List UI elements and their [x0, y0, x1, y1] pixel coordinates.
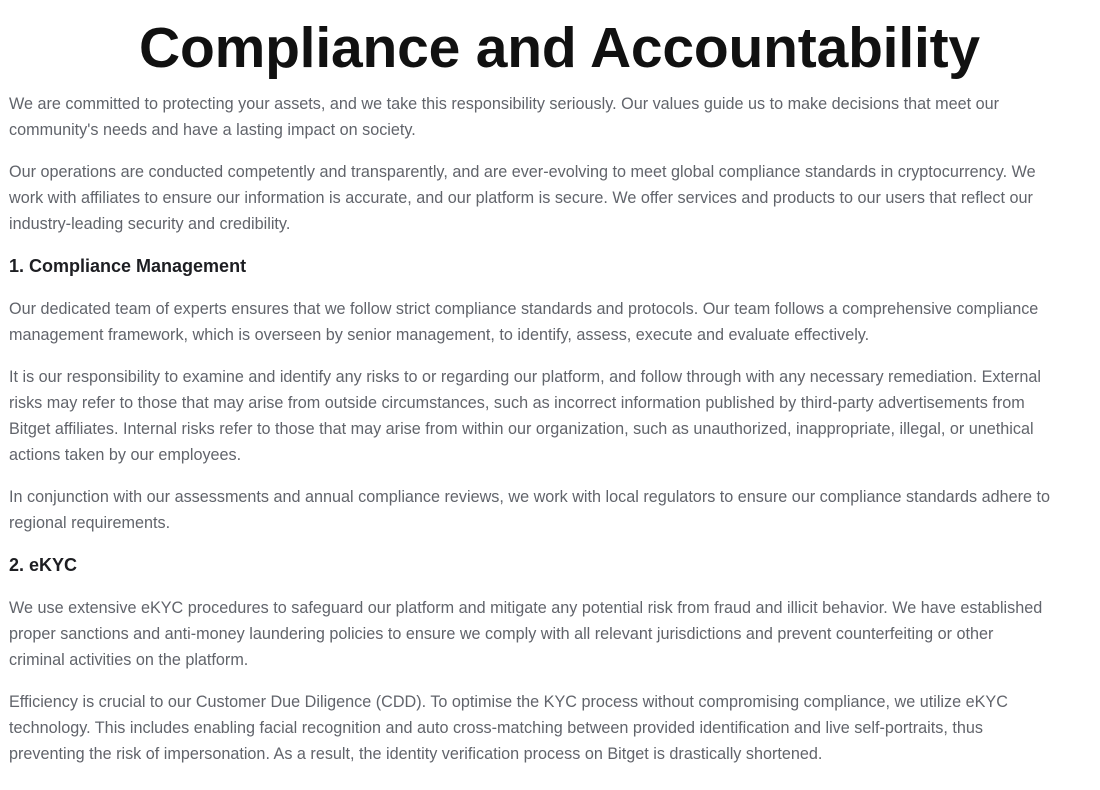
section-paragraph: [9, 484, 1100, 536]
paragraph-line: Efficiency is crucial to our Customer Due Diligence (CDD). To optimise the KYC process without compromising compliance, we utilize eKYC: [9, 693, 1008, 711]
paragraph-line: regional requirements.: [9, 514, 171, 532]
paragraph-line: industry-leading security and credibility.: [9, 215, 291, 233]
paragraph-line: work with affiliates to ensure our information is accurate, and our platform is secure. We offer services and products to our users that reflect our: [9, 189, 1033, 207]
paragraph-line: risks may refer to those that may arise from outside circumstances, such as incorrect information published by third-party advertisements from: [9, 394, 1025, 412]
paragraph-line: proper sanctions and anti-money laundering policies to ensure we comply with all relevant jurisdictions and prevent counterfeiting or other: [9, 625, 994, 643]
paragraph-line: management framework, which is overseen by senior management, to identify, assess, execute and evaluate effectively.: [9, 326, 870, 344]
section-paragraph: [9, 595, 1100, 673]
intro-paragraph: [9, 159, 1100, 237]
section-paragraph: [9, 364, 1100, 468]
paragraph-line: It is our responsibility to examine and identify any risks to or regarding our platform, and follow through with any necessary remediation. External: [9, 368, 1042, 386]
paragraph-line: technology. This includes enabling facial recognition and auto cross-matching between provided identification and live self-portraits, thus: [9, 719, 983, 737]
section-paragraph: [9, 296, 1100, 348]
paragraph-line: criminal activities on the platform.: [9, 651, 249, 669]
paragraph-line: We use extensive eKYC procedures to safeguard our platform and mitigate any potential risk from fraud and illicit behavior. We have established: [9, 599, 1043, 617]
intro-paragraph: [9, 91, 1100, 143]
section-heading-compliance-management: 1. Compliance Management: [9, 256, 247, 276]
paragraph-line: Bitget affiliates. Internal risks refer to those that may arise from within our organization, such as unauthorized, inappropriate, illegal, or unethical: [9, 420, 1034, 438]
paragraph-line: We are committed to protecting your assets, and we take this responsibility seriously. Our values guide us to make decisions that meet our: [9, 95, 1000, 113]
section-heading-ekyc: 2. eKYC: [9, 555, 78, 575]
page-content: [9, 91, 1100, 767]
section-paragraph: [9, 689, 1100, 767]
page-title: Compliance and Accountability: [139, 16, 980, 80]
paragraph-line: preventing the risk of impersonation. As a result, the identity verification process on Bitget is drastically shortened.: [9, 745, 823, 763]
paragraph-line: community's needs and have a lasting impact on society.: [9, 121, 416, 139]
paragraph-line: actions taken by our employees.: [9, 446, 242, 464]
paragraph-line: Our operations are conducted competently and transparently, and are ever-evolving to meet global compliance standards in cryptocurrency. We: [9, 163, 1036, 181]
paragraph-line: Our dedicated team of experts ensures that we follow strict compliance standards and protocols. Our team follows a comprehensive compliance: [9, 300, 1039, 318]
paragraph-line: In conjunction with our assessments and annual compliance reviews, we work with local regulators to ensure our compliance standards adhere to: [9, 488, 1051, 506]
